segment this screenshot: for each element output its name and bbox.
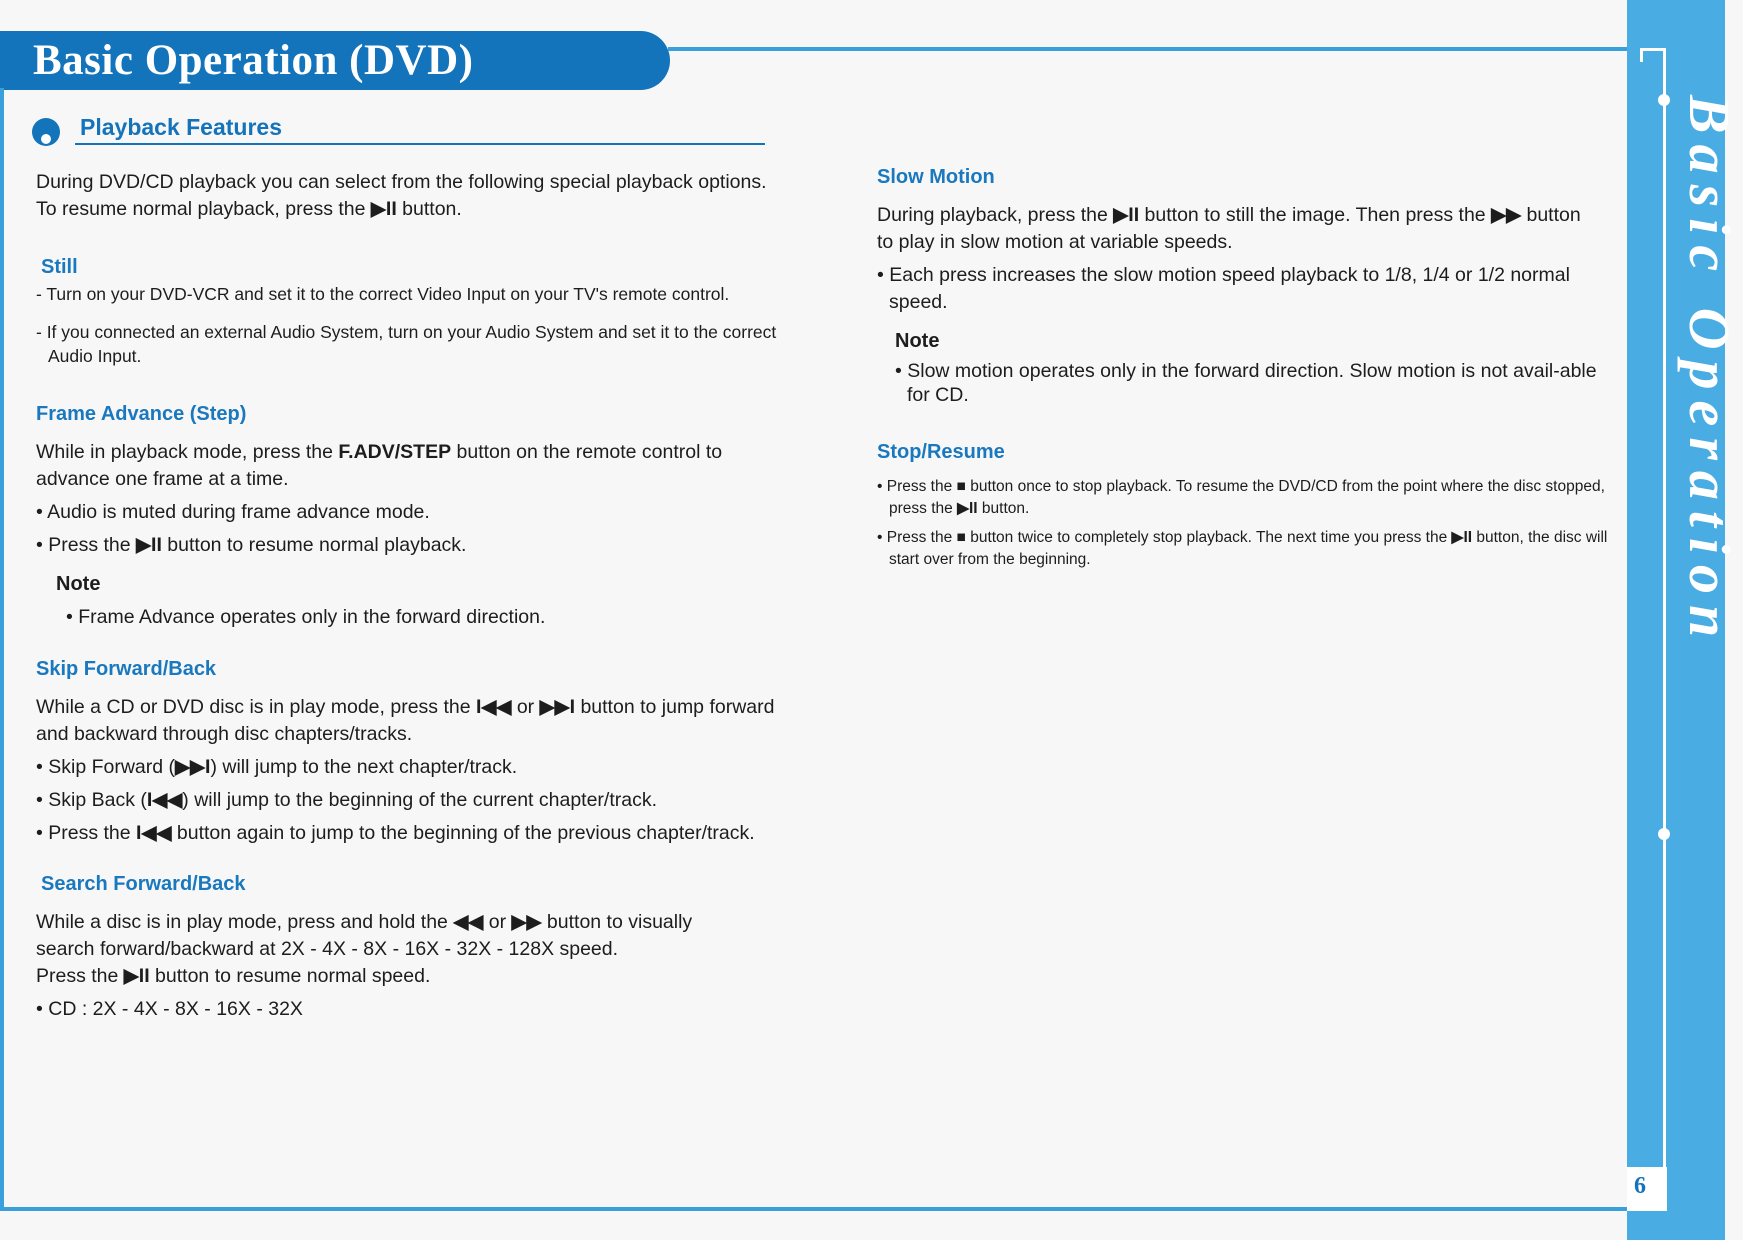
skip-back-icon: I◀◀: [136, 822, 172, 844]
side-tab-title: Basic Operation: [1677, 95, 1742, 649]
stop-icon: ■: [956, 529, 966, 546]
slow-bullet: • Each press increases the slow motion speed playback to 1/8, 1/4 or 1/2 normal speed.: [877, 264, 1570, 313]
play-pause-icon: ▶II: [370, 198, 397, 220]
play-pause-icon: ▶II: [123, 965, 150, 987]
fast-forward-icon: ▶▶: [1491, 204, 1522, 226]
rewind-icon: ◀◀: [453, 911, 484, 933]
side-tab-rule-tick: [1640, 48, 1643, 62]
skip-bullet-2: • Skip Back (I◀◀) will jump to the beginning of the current chapter/track.: [36, 789, 658, 811]
frame-advance-heading: Frame Advance (Step): [36, 403, 247, 425]
side-tab-dot-top: [1658, 94, 1670, 106]
side-tab-rule-cap: [1640, 48, 1666, 51]
skip-forward-icon: ▶▶I: [175, 756, 211, 778]
skip-forward-icon: ▶▶I: [539, 696, 576, 718]
side-tab-dot-bottom: [1658, 828, 1670, 840]
still-heading: Still: [41, 256, 78, 278]
skip-bullet-3: • Press the I◀◀ button again to jump to the beginning of the previous chapter/track.: [36, 822, 755, 844]
stop-icon: ■: [956, 478, 966, 495]
page-title: Basic Operation (DVD): [33, 37, 474, 84]
fadv-step-button-label: F.ADV/STEP: [338, 441, 452, 463]
stop-bullet-1: • Press the ■ button once to stop playback. To resume the DVD/CD from the point where the disc stopped, press the ▶II button.: [877, 478, 1605, 517]
skip-back-icon: I◀◀: [146, 789, 183, 811]
play-pause-icon: ▶II: [136, 534, 162, 556]
skip-bullet-1: • Skip Forward (▶▶I) will jump to the next chapter/track.: [36, 756, 518, 778]
search-resume: Press the ▶II button to resume normal speed.: [36, 965, 431, 987]
intro-paragraph: [36, 169, 816, 223]
slow-note-text: • Slow motion operates only in the forward direction. Slow motion is not avail-able for CD.: [895, 360, 1597, 406]
still-item-2: - If you connected an external Audio System, turn on your Audio System and set it to the correct Audio Input.: [36, 322, 777, 366]
still-item-1: - Turn on your DVD-VCR and set it to the correct Video Input on your TV's remote control.: [36, 284, 730, 304]
intro-line-2: To resume normal playback, press the ▶II button.: [36, 198, 462, 220]
slow-note-label: Note: [895, 330, 940, 352]
frame-advance-text: While in playback mode, press the F.ADV/STEP button on the remote control to advance one frame at a time.: [36, 441, 723, 490]
top-rule: [668, 47, 1627, 51]
section-rule: [75, 143, 765, 145]
slow-heading: Slow Motion: [877, 166, 995, 188]
play-pause-icon: ▶II: [1451, 529, 1473, 546]
skip-text: While a CD or DVD disc is in play mode, press the I◀◀ or ▶▶I button to jump forward and backward through disc chapters/tracks.: [36, 696, 775, 745]
frame-advance-bullet-2: • Press the ▶II button to resume normal playback.: [36, 534, 467, 556]
frame-advance-note-text: • Frame Advance operates only in the forward direction.: [66, 606, 546, 628]
page-number: 6: [1634, 1173, 1646, 1199]
slow-text: During playback, press the ▶II button to still the image. Then press the ▶▶ button to play in slow motion at variable speeds.: [877, 204, 1581, 253]
section-title: Playback Features: [80, 114, 283, 140]
search-heading: Search Forward/Back: [41, 873, 246, 895]
search-text: While a disc is in play mode, press and hold the ◀◀ or ▶▶ button to visually search forward/backward at 2X - 4X - 8X - 16X - 32X - 128X speed.: [36, 911, 693, 960]
play-pause-icon: ▶II: [1113, 204, 1140, 226]
search-bullet: • CD : 2X - 4X - 8X - 16X - 32X: [36, 998, 303, 1020]
intro-line-1: During DVD/CD playback you can select from the following special playback options.: [36, 171, 767, 193]
stop-heading: Stop/Resume: [877, 441, 1005, 463]
frame-advance-note-label: Note: [56, 573, 101, 595]
bottom-rule: [0, 1207, 1627, 1211]
side-tab-rule: [1663, 48, 1666, 1211]
left-rule: [0, 88, 4, 1210]
skip-heading: Skip Forward/Back: [36, 658, 217, 680]
stop-bullet-2: • Press the ■ button twice to completely stop playback. The next time you press the ▶II button, the disc will start over from the beginning.: [877, 529, 1608, 568]
page-number-box: [1627, 1167, 1667, 1211]
fast-forward-icon: ▶▶: [511, 911, 542, 933]
frame-advance-bullet-1: • Audio is muted during frame advance mode.: [36, 501, 430, 523]
section-bullet-icon: [32, 118, 60, 146]
skip-back-icon: I◀◀: [476, 696, 512, 718]
play-pause-icon: ▶II: [957, 500, 978, 517]
